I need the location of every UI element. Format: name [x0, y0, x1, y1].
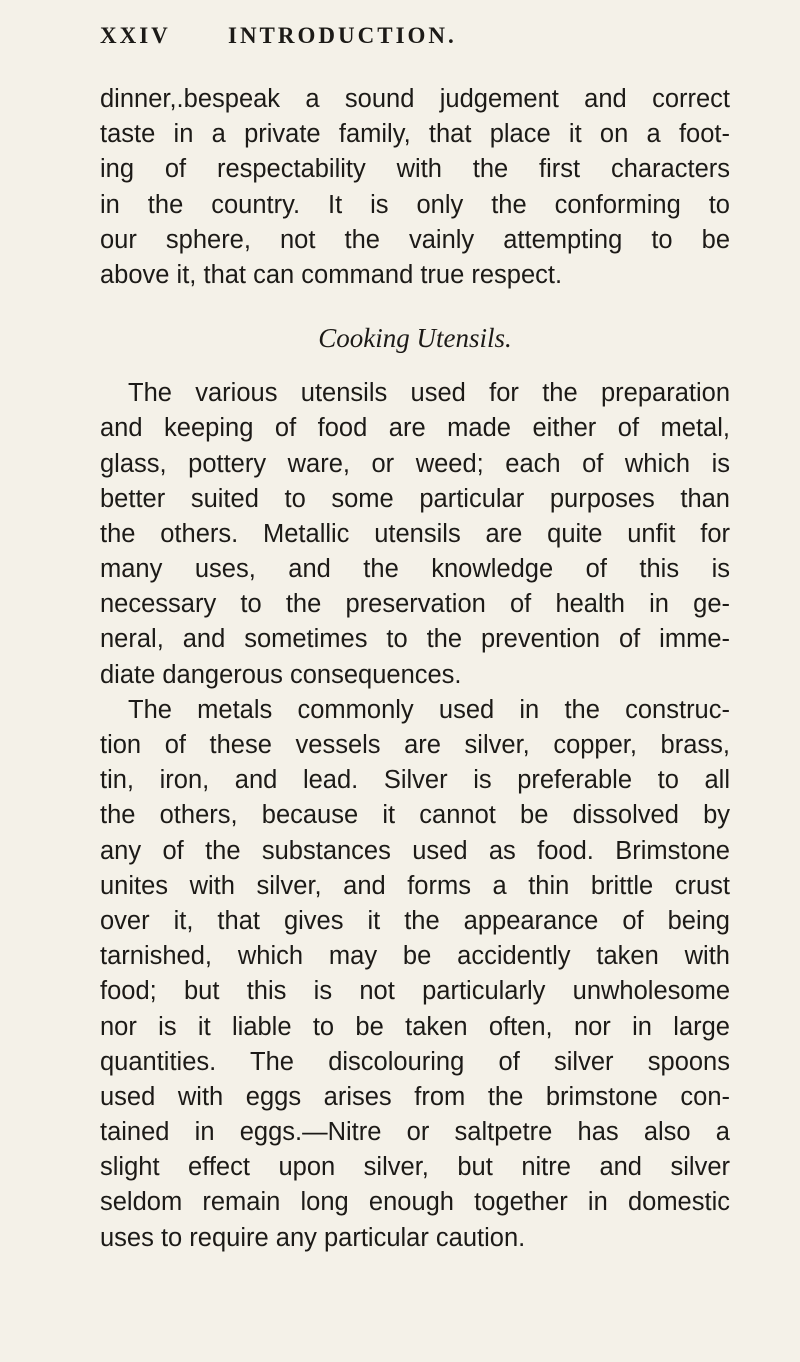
page-number: XXIV: [100, 23, 171, 48]
text-line: tarnished, which may be accidently taken with: [100, 942, 730, 971]
text-line: uses to require any particular caution.: [100, 1223, 526, 1252]
text-line: food; but this is not particularly unwholesome: [100, 977, 730, 1006]
paragraph-dinner: [100, 82, 730, 293]
text-line: the others. Metallic utensils are quite unfit for: [100, 519, 730, 548]
text-line: in the country. It is only the conforming to: [100, 190, 730, 219]
text-line: the others, because it cannot be dissolved by: [100, 801, 730, 830]
text-line: ing of respectability with the first characters: [100, 155, 730, 184]
text-line: diate dangerous consequences.: [100, 660, 462, 689]
text-line: slight effect upon silver, but nitre and silver: [100, 1153, 730, 1182]
text-line: many uses, and the knowledge of this is: [100, 555, 730, 584]
text-line: nor is it liable to be taken often, nor in large: [100, 1012, 730, 1041]
text-line: and keeping of food are made either of metal,: [100, 414, 730, 443]
text-line: tin, iron, and lead. Silver is preferable to all: [100, 766, 730, 795]
text-line: unites with silver, and forms a thin brittle crust: [100, 871, 730, 900]
text-line: taste in a private family, that place it on a foot-: [100, 120, 730, 149]
text-line: above it, that can command true respect.: [100, 260, 563, 289]
text-line: seldom remain long enough together in domestic: [100, 1188, 730, 1217]
body-text: [100, 82, 730, 1256]
paragraph-metals: [100, 693, 730, 1256]
section-heading: Cooking Utensils.: [318, 323, 512, 354]
text-line: any of the substances used as food. Brimstone: [100, 836, 730, 865]
paragraph-utensils: [100, 376, 730, 693]
text-line: The various utensils used for the preparation: [128, 379, 730, 408]
text-line: dinner,.bespeak a sound judgement and correct: [100, 85, 730, 113]
text-line: glass, pottery ware, or weed; each of which is: [100, 449, 730, 478]
text-line: tion of these vessels are silver, copper, brass,: [100, 731, 730, 759]
text-line: The metals commonly used in the construc-: [128, 695, 730, 724]
text-line: our sphere, not the vainly attempting to be: [100, 225, 730, 254]
text-line: better suited to some particular purposes than: [100, 484, 730, 513]
text-line: neral, and sometimes to the prevention of imme-: [100, 625, 730, 654]
running-title: INTRODUCTION.: [228, 23, 457, 48]
running-head: [100, 15, 740, 55]
text-line: over it, that gives it the appearance of being: [100, 906, 730, 935]
text-line: necessary to the preservation of health in ge-: [100, 590, 730, 619]
text-line: tained in eggs.—Nitre or saltpetre has also a: [100, 1118, 730, 1147]
text-line: used with eggs arises from the brimstone con-: [100, 1082, 730, 1111]
text-line: quantities. The discolouring of silver spoons: [100, 1047, 730, 1076]
